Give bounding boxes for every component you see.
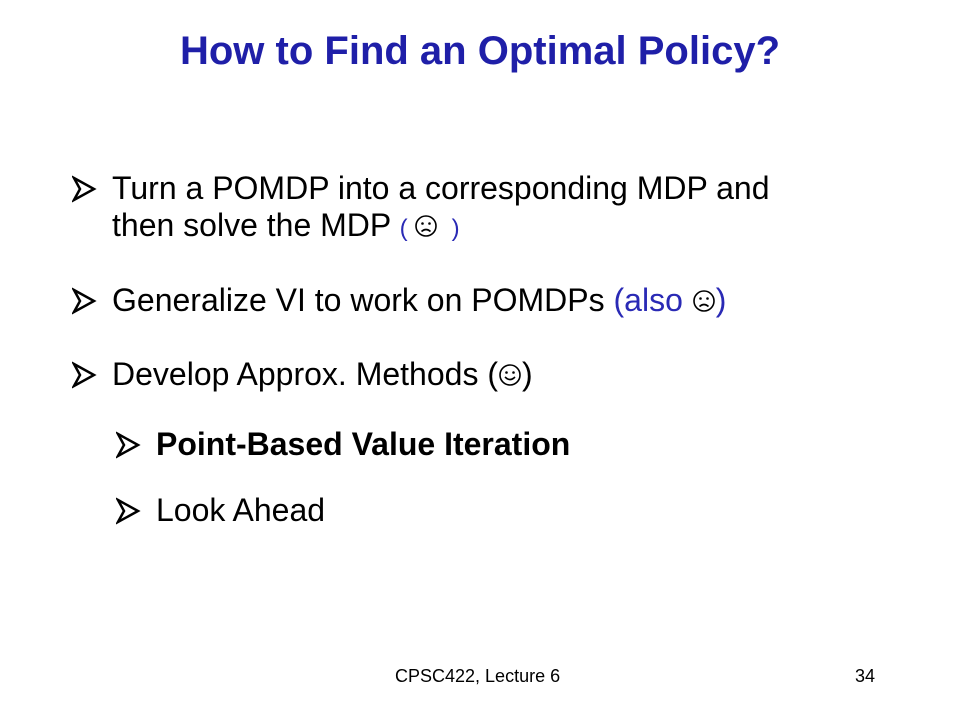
arrow-bullet-icon xyxy=(116,430,142,460)
bullet-item: Develop Approx. Methods ( ) xyxy=(72,356,892,393)
arrow-bullet-icon xyxy=(72,286,98,316)
footer-course: CPSC422, Lecture 6 xyxy=(395,666,561,686)
bullet-text-line2-row xyxy=(112,207,892,247)
sub-bullet-item xyxy=(116,492,892,529)
bullet-text-line2: then solve the MDP xyxy=(112,207,391,243)
sub-bullet-text: Point-Based Value Iteration xyxy=(156,426,571,462)
slide-title: How to Find an Optimal Policy? xyxy=(179,29,781,73)
arrow-bullet-icon xyxy=(116,496,142,526)
aside-note: ( ) xyxy=(399,215,460,242)
bullet-text: Develop Approx. Methods ( xyxy=(112,356,498,392)
sub-bullet-item xyxy=(116,426,892,463)
footer-page-number: 34 xyxy=(855,666,876,686)
sad-face-icon xyxy=(692,289,716,313)
bullet-item xyxy=(72,170,892,247)
sad-face-icon xyxy=(414,214,438,238)
arrow-bullet-icon xyxy=(72,360,98,390)
arrow-bullet-icon xyxy=(72,174,98,204)
bullet-item xyxy=(72,282,892,319)
smiley-face-icon xyxy=(498,363,522,387)
bullet-text-line1: Turn a POMDP into a corresponding MDP and xyxy=(112,170,770,206)
sub-bullet-text: Look Ahead xyxy=(156,492,326,528)
aside-note: (also ) xyxy=(613,282,727,318)
bullet-text: Generalize VI to work on POMDPs xyxy=(112,282,614,318)
